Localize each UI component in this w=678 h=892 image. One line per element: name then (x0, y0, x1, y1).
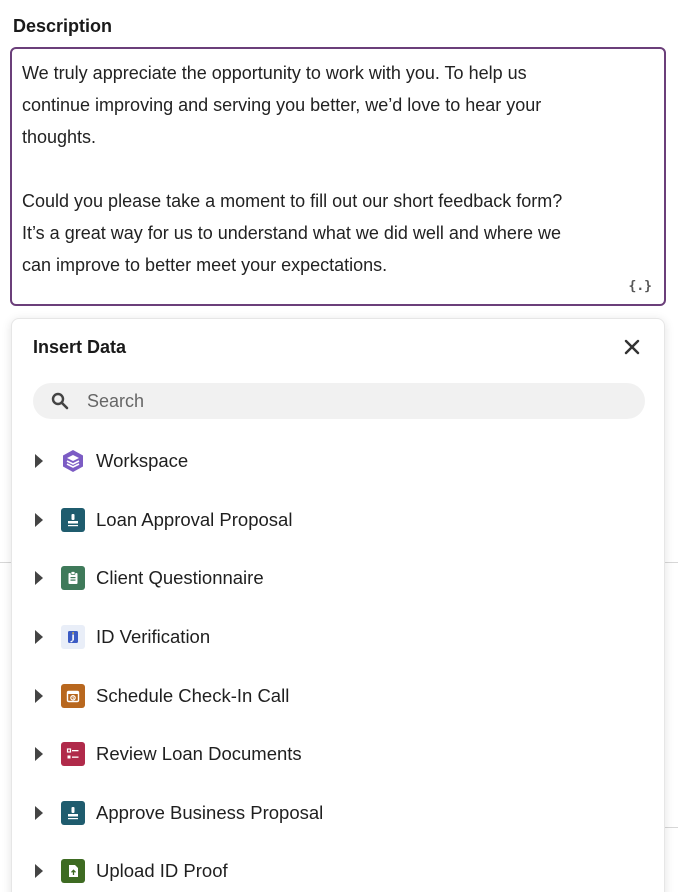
popup-title: Insert Data (33, 337, 127, 357)
search-input[interactable] (87, 383, 627, 419)
expand-caret-icon[interactable] (35, 454, 43, 468)
upload-icon (61, 859, 85, 883)
description-textarea[interactable] (10, 47, 666, 306)
tree-item-label: Approve Business Proposal (96, 801, 324, 823)
search-bar[interactable] (33, 383, 645, 419)
tree-item-approve-business-proposal[interactable] (12, 784, 666, 843)
data-tree (12, 432, 666, 892)
insert-data-popup (11, 318, 665, 892)
search-icon (50, 391, 70, 411)
stamp-icon (61, 801, 85, 825)
expand-caret-icon[interactable] (35, 864, 43, 878)
tree-item-client-questionnaire[interactable] (12, 549, 666, 608)
tree-item-id-verification[interactable] (12, 608, 666, 667)
tree-item-label: Review Loan Documents (96, 743, 302, 765)
expand-caret-icon[interactable] (35, 630, 43, 644)
clipboard-icon (61, 566, 85, 590)
tree-item-review-loan-documents[interactable] (12, 725, 666, 784)
expand-caret-icon[interactable] (35, 571, 43, 585)
close-icon[interactable] (622, 337, 642, 357)
description-label: Description (13, 16, 113, 36)
tree-item-loan-approval-proposal[interactable] (12, 491, 666, 550)
tree-item-schedule-check-in-call[interactable] (12, 666, 666, 725)
tree-item-label: Loan Approval Proposal (96, 508, 293, 530)
tree-item-label: Workspace (96, 450, 189, 472)
tree-item-label: ID Verification (96, 626, 211, 648)
stamp-icon (61, 508, 85, 532)
tree-item-label: Client Questionnaire (96, 567, 264, 589)
expand-caret-icon[interactable] (35, 513, 43, 527)
tree-item-label: Upload ID Proof (96, 860, 228, 882)
id-verify-icon (61, 625, 85, 649)
checklist-icon (61, 742, 85, 766)
close-button[interactable] (622, 337, 642, 357)
expand-caret-icon[interactable] (35, 806, 43, 820)
description-text[interactable]: We truly appreciate the opportunity to work with you. To help us continue improving and serving you better, we’d love to hear your thoughts. Could you please take a moment to fill out our short feedback form? It’s a great way for us to understand what we did well and where we can improve to better meet your expectations. (22, 63, 563, 275)
expand-caret-icon[interactable] (35, 689, 43, 703)
insert-variable-icon[interactable]: {.} (628, 279, 652, 294)
expand-caret-icon[interactable] (35, 747, 43, 761)
calendar-icon (61, 684, 85, 708)
tree-item-workspace[interactable] (12, 432, 666, 491)
workspace-icon (61, 449, 85, 473)
tree-item-label: Schedule Check-In Call (96, 684, 290, 706)
tree-item-upload-id-proof[interactable] (12, 842, 666, 892)
